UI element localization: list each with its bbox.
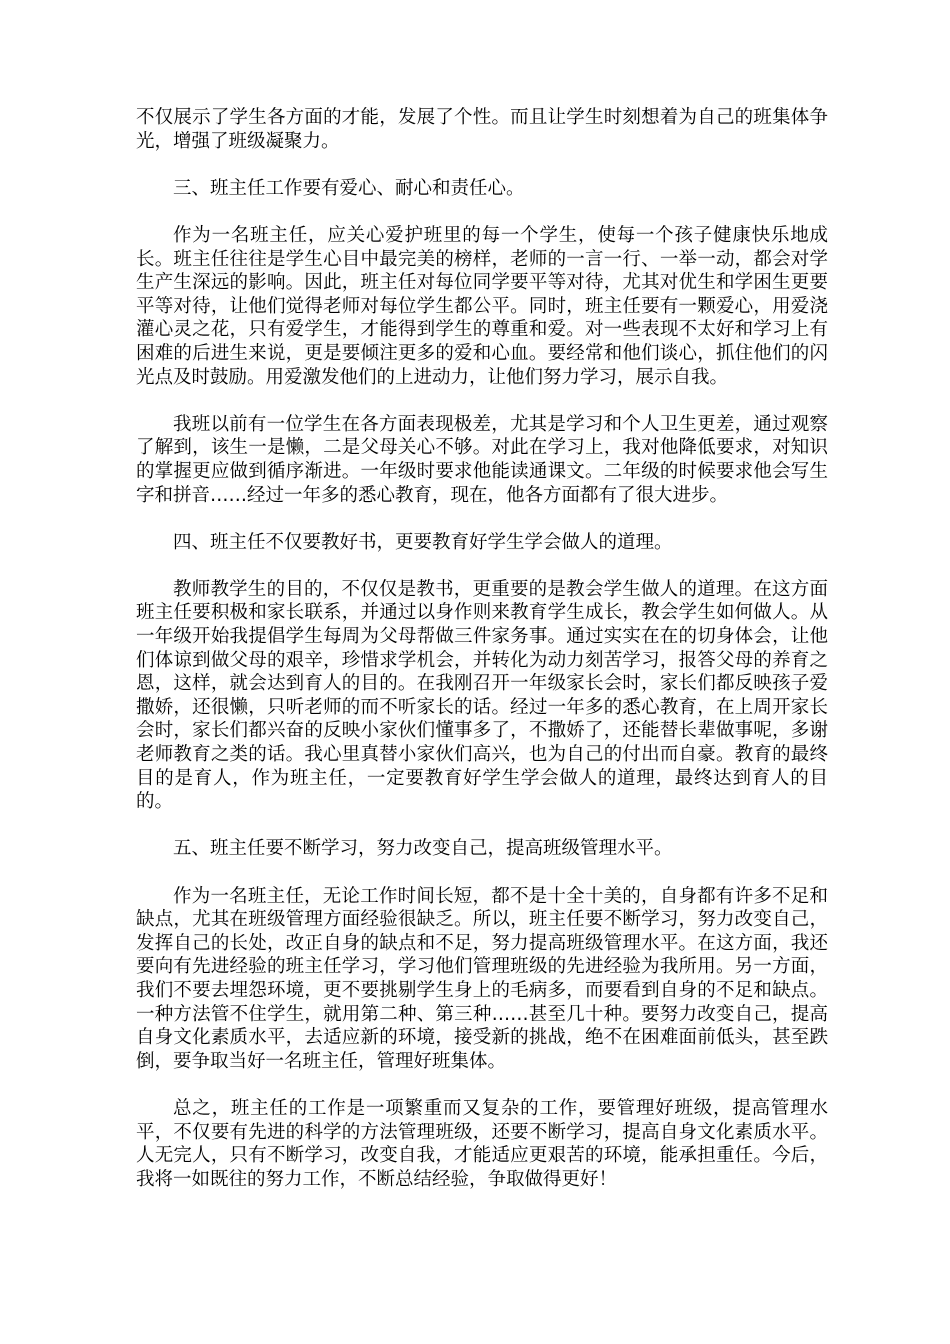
paragraph-teach-behavior: 教师教学生的目的，不仅仅是教书，更重要的是教会学生做人的道理。在这方面班主任要积极和家长联系，并通过以身作则来教育学生成长，教会学生如何做人。从一年级开始我提倡学生每周为父母帮做三件家务事。通过实实在在的切身体会，让他们体谅到做父母的艰辛，珍惜求学机会，并转化为动力刻苦学习，报答父母的养育之恩，这样，就会达到育人的目的。在我刚召开一年级家长会时，家长们都反映孩子爱撒娇，还很懒，只听老师的而不听家长的话。经过一年多的悉心教育，在上周开家长会时，家长们都兴奋的反映小家伙们懂事多了，不撒娇了，还能替长辈做事呢，多谢老师教育之类的话。我心里真替小家伙们高兴，也为自己的付出而自豪。教育的最终目的是育人，作为班主任，一定要教育好学生学会做人的道理，最终达到育人的目的。 bbox=[136, 578, 828, 813]
paragraph-love-care: 作为一名班主任，应关心爱护班里的每一个学生，使每一个孩子健康快乐地成长。班主任往往是学生心目中最完美的榜样，老师的一言一行、一举一动，都会对学生产生深远的影响。因此，班主任对每位同学要平等对待，尤其对优生和学困生更要平等对待，让他们觉得老师对每位学生都公平。同时，班主任要有一颗爱心，用爱浇灌心灵之花，只有爱学生，才能得到学生的尊重和爱。对一些表现不太好和学习上有困难的后进生来说，更是要倾注更多的爱和心血。要经常和他们谈心，抓住他们的闪光点及时鼓励。用爱激发他们的上进动力，让他们努力学习，展示自我。 bbox=[136, 224, 828, 388]
paragraph-student-example: 我班以前有一位学生在各方面表现极差，尤其是学习和个人卫生更差，通过观察了解到，该生一是懒，二是父母关心不够。对此在学习上，我对他降低要求，对知识的掌握更应做到循序渐进。一年级时要求他能读通课文。二年级的时候要求他会写生字和拼音……经过一年多的悉心教育，现在，他各方面都有了很大进步。 bbox=[136, 413, 828, 506]
section-heading-3: 三、班主任工作要有爱心、耐心和责任心。 bbox=[173, 177, 525, 199]
paragraph-conclusion: 总之，班主任的工作是一项繁重而又复杂的工作，要管理好班级，提高管理水平，不仅要有先进的科学的方法管理班级，还要不断学习，提高自身文化素质水平。人无完人，只有不断学习，改变自我，才能适应更艰苦的环境，能承担重任。今后，我将一如既往的努力工作，不断总结经验，争取做得更好！ bbox=[136, 1097, 828, 1190]
document-page bbox=[136, 106, 828, 1215]
paragraph-continuation: 不仅展示了学生各方面的才能，发展了个性。而且让学生时刻想着为自己的班集体争光，增强了班级凝聚力。 bbox=[136, 107, 828, 152]
section-heading-5: 五、班主任要不断学习，努力改变自己，提高班级管理水平。 bbox=[173, 838, 673, 860]
section-heading-4: 四、班主任不仅要教好书，更要教育好学生学会做人的道理。 bbox=[173, 531, 673, 553]
paragraph-keep-learning: 作为一名班主任，无论工作时间长短，都不是十全十美的，自身都有许多不足和缺点，尤其在班级管理方面经验很缺乏。所以，班主任要不断学习，努力改变自己，发挥自己的长处，改正自身的缺点和不足，努力提高班级管理水平。在这方面，我还要向有先进经验的班主任学习，学习他们管理班级的先进经验为我所用。另一方面，我们不要去埋怨环境，更不要挑剔学生身上的毛病多，而要看到自身的不足和缺点。一种方法管不住学生，就用第二种、第三种……甚至几十种。要努力改变自己，提高自身文化素质水平，去适应新的环境，接受新的挑战，绝不在困难面前低头，甚至跌倒，要争取当好一名班主任，管理好班集体。 bbox=[136, 885, 828, 1072]
